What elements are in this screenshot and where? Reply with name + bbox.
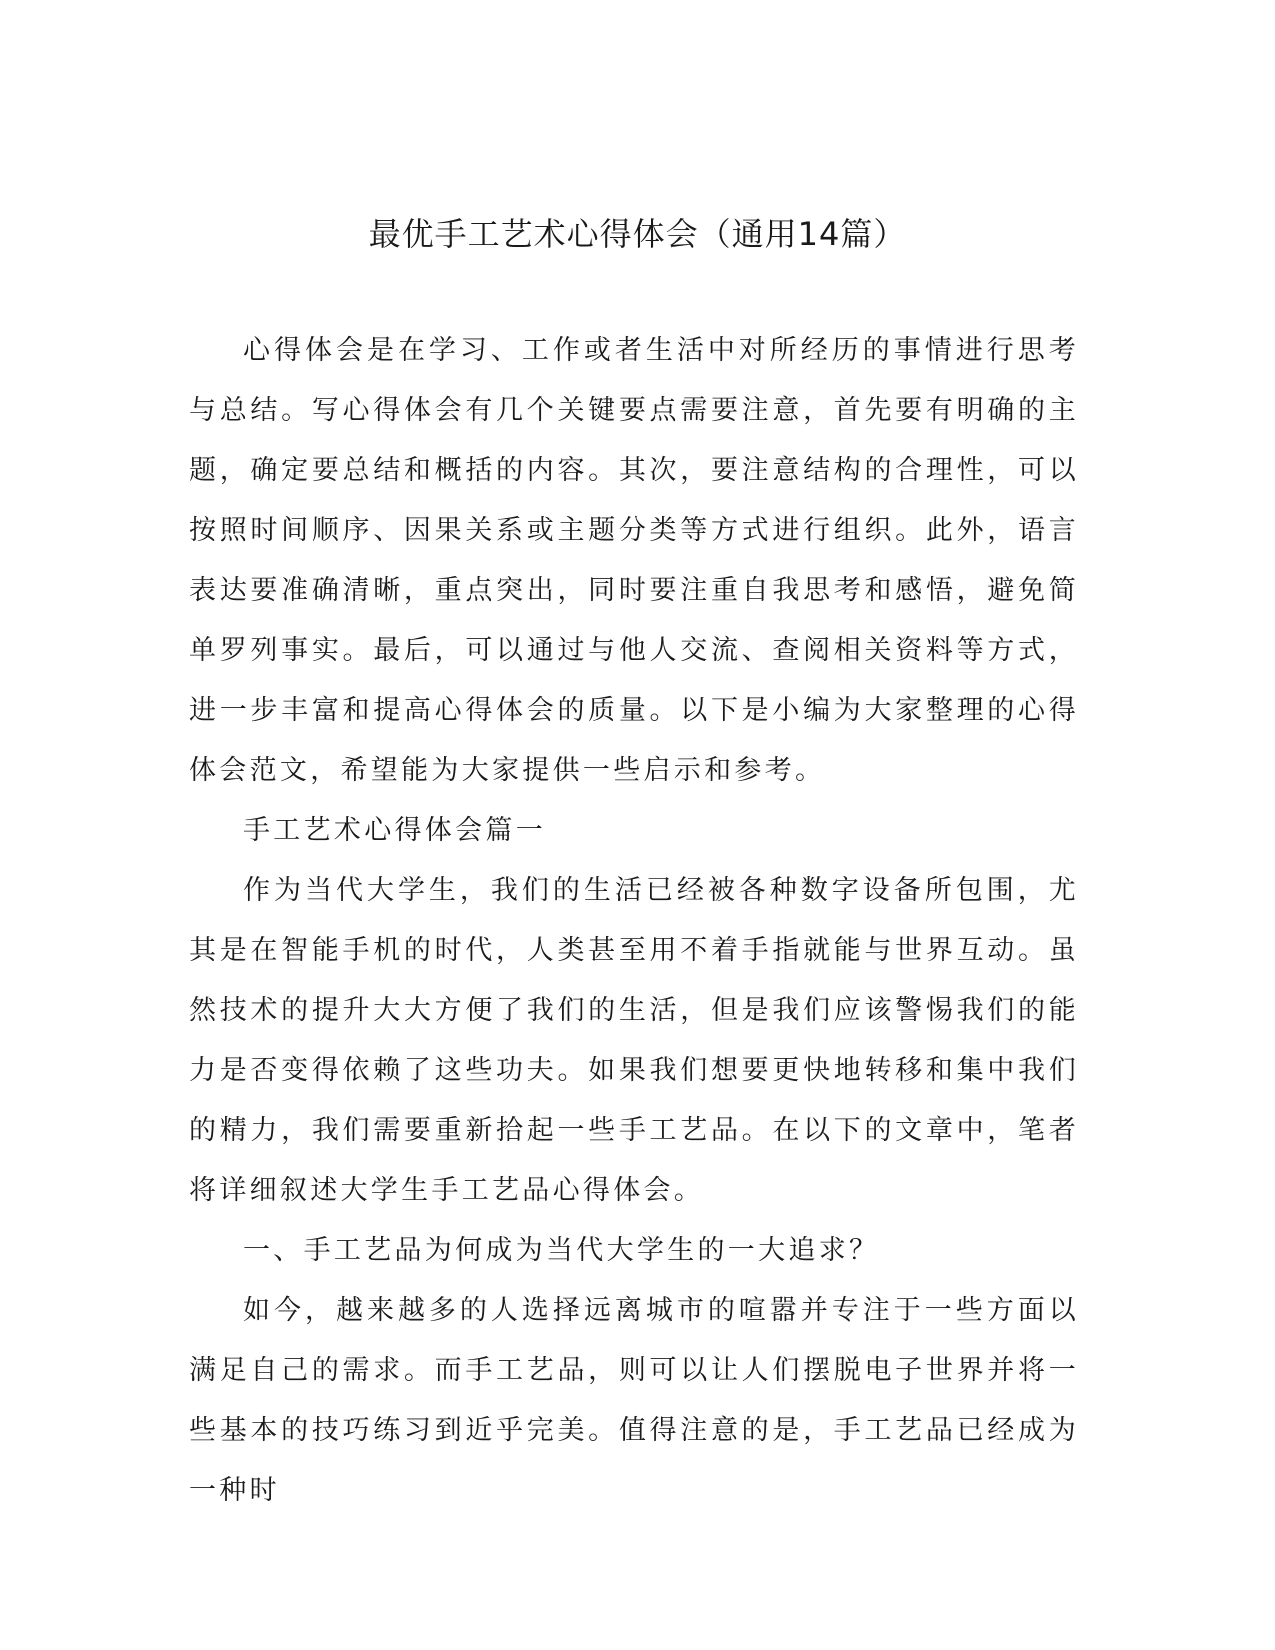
body-paragraph: 如今，越来越多的人选择远离城市的喧嚣并专注于一些方面以满足自己的需求。而手工艺品，则可以让人们摆脱电子世界并将一些基本的技巧练习到近乎完美。值得注意的是，手工艺品已经成为一种时 bbox=[189, 1295, 1079, 1506]
intro-paragraph: 心得体会是在学习、工作或者生活中对所经历的事情进行思考与总结。写心得体会有几个关键要点需要注意，首先要有明确的主题，确定要总结和概括的内容。其次，要注意结构的合理性，可以按照时间顺序、因果关系或主题分类等方式进行组织。此外，语言表达要准确清晰，重点突出，同时要注重自我思考和感悟，避免简单罗列事实。最后，可以通过与他人交流、查阅相关资料等方式，进一步丰富和提高心得体会的质量。以下是小编为大家整理的心得体会范文，希望能为大家提供一些启示和参考。 bbox=[189, 335, 1079, 786]
document-body bbox=[189, 321, 1079, 1521]
subsection-heading: 一、手工艺品为何成为当代大学生的一大追求？ bbox=[243, 1235, 880, 1266]
section-heading: 手工艺术心得体会篇一 bbox=[243, 815, 546, 846]
document-title: 最优手工艺术心得体会（通用14篇） bbox=[368, 215, 907, 253]
body-paragraph: 作为当代大学生，我们的生活已经被各种数字设备所包围，尤其是在智能手机的时代，人类甚至用不着手指就能与世界互动。虽然技术的提升大大方便了我们的生活，但是我们应该警惕我们的能力是否变得依赖了这些功夫。如果我们想要更快地转移和集中我们的精力，我们需要重新拾起一些手工艺品。在以下的文章中，笔者将详细叙述大学生手工艺品心得体会。 bbox=[189, 875, 1079, 1206]
